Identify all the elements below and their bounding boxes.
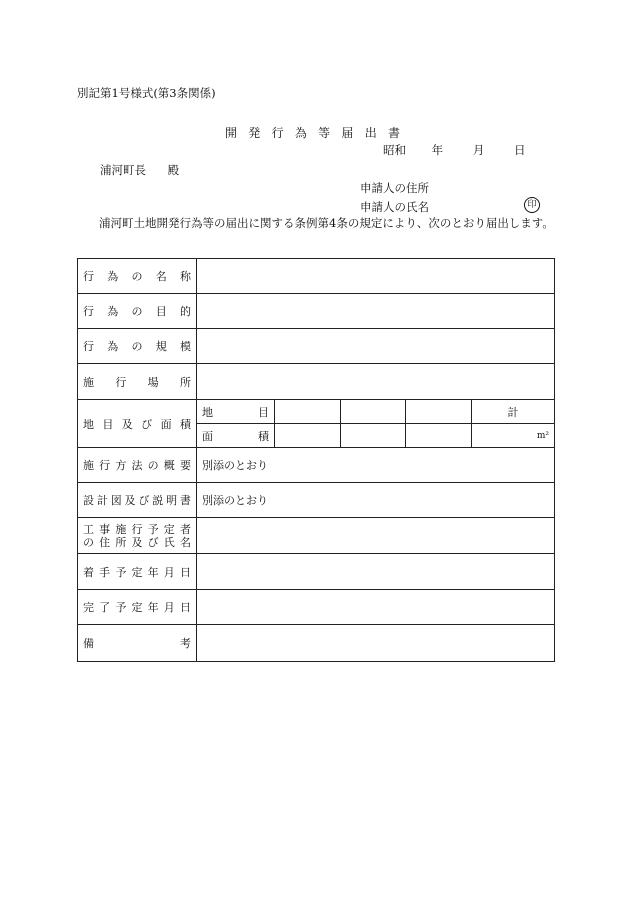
form-row <box>78 554 555 590</box>
menseki-cell-3[interactable] <box>406 424 472 448</box>
label-spread <box>83 523 191 536</box>
label-char: 施 <box>83 459 94 472</box>
chimoku-cell-1[interactable] <box>275 400 341 424</box>
label-spread <box>83 599 191 615</box>
label-char: 的 <box>180 305 191 318</box>
label-char: 為 <box>107 340 119 353</box>
label-char: 月 <box>163 601 175 614</box>
date-year-label: 年 <box>431 143 444 157</box>
date-month-label: 月 <box>472 143 485 157</box>
label-char: 地 <box>83 417 94 431</box>
label-char: の <box>131 305 143 318</box>
label-spread <box>83 268 191 284</box>
label-char: 施 <box>115 522 127 536</box>
label-char: 行 <box>99 459 111 472</box>
row-value[interactable] <box>197 329 555 364</box>
label-char: 計 <box>96 494 108 507</box>
label-char: 了 <box>99 601 111 614</box>
row-value[interactable] <box>197 554 555 590</box>
applicant-address-label: 申請人の住所 <box>360 181 429 195</box>
label-char: 事 <box>99 522 111 536</box>
row-label <box>78 400 197 448</box>
label-char: 積 <box>179 417 191 431</box>
label-char: 規 <box>155 340 167 353</box>
label-char: 定 <box>131 565 143 579</box>
form-row <box>78 259 555 294</box>
row-label <box>78 364 197 400</box>
label-char: 面 <box>202 429 213 443</box>
row-value[interactable] <box>197 625 555 662</box>
title-char: 為 <box>294 126 307 140</box>
form-row <box>78 294 555 329</box>
label-char: 方 <box>115 459 127 472</box>
total-label: 計 <box>472 400 555 424</box>
label-spread <box>83 492 191 508</box>
label-char: 考 <box>180 637 191 650</box>
title-char: 開 <box>225 126 238 140</box>
label-char: 完 <box>83 601 94 614</box>
label-spread <box>83 635 191 651</box>
row-value[interactable] <box>197 364 555 400</box>
label-char: の <box>131 270 143 283</box>
row-label <box>78 590 197 625</box>
form-row-land <box>78 400 555 448</box>
label-char: 所 <box>179 375 191 389</box>
label-spread <box>83 564 191 580</box>
label-char: 場 <box>147 375 159 389</box>
label-char: 法 <box>131 459 143 472</box>
body-paragraph: 浦河町土地開発行為等の届出に関する条例第4条の規定により、次のとおり届出します。 <box>99 216 554 230</box>
title-char: 出 <box>364 126 377 140</box>
label-spread <box>83 338 191 354</box>
label-char: の <box>83 535 94 549</box>
form-row <box>78 625 555 662</box>
label-char: 面 <box>160 417 172 431</box>
land-subtable-cell <box>197 400 555 448</box>
label-spread <box>83 416 191 432</box>
label-char: 月 <box>163 565 175 579</box>
label-char: 概 <box>163 459 175 472</box>
title-char: 書 <box>387 126 400 140</box>
label-char: 手 <box>99 565 111 579</box>
label-char: 備 <box>83 637 94 650</box>
label-char: 工 <box>83 522 94 536</box>
date-era: 昭和 <box>383 143 406 157</box>
label-char: 及 <box>121 417 133 431</box>
row-value[interactable] <box>197 294 555 329</box>
row-label <box>78 259 197 294</box>
label-char: 説 <box>152 494 164 507</box>
label-char: 称 <box>180 270 191 283</box>
row-label <box>78 294 197 329</box>
row-label <box>78 518 197 554</box>
label-char: 予 <box>115 565 127 579</box>
date-day-label: 日 <box>513 143 526 157</box>
label-char: 要 <box>179 459 191 472</box>
row-value[interactable] <box>197 518 555 554</box>
title-char: 届 <box>341 126 354 140</box>
land-subtable <box>197 400 554 447</box>
label-char: 目 <box>155 305 167 318</box>
label-char: 年 <box>147 601 159 614</box>
title-char: 発 <box>248 126 261 140</box>
label-char: 定 <box>131 601 143 614</box>
label-char: び <box>141 417 153 431</box>
menseki-cell-1[interactable] <box>275 424 341 448</box>
addressee-honorific: 殿 <box>167 163 180 177</box>
form-row <box>78 448 555 483</box>
label-spread <box>83 536 191 549</box>
label-spread <box>83 374 191 390</box>
label-char: 行 <box>83 305 94 318</box>
label-char: 施 <box>83 375 94 389</box>
label-char: 模 <box>180 340 191 353</box>
label-char: 着 <box>83 565 94 579</box>
label-char: 行 <box>83 340 94 353</box>
label-char: 図 <box>110 494 122 507</box>
label-char: 氏 <box>163 535 175 549</box>
addressee-name: 浦河町長 <box>100 163 146 177</box>
label-char: 日 <box>179 565 191 579</box>
label-char: 年 <box>147 565 159 579</box>
notification-form-table <box>77 258 555 662</box>
chimoku-label <box>202 404 269 420</box>
seal-mark: 印 <box>524 197 540 213</box>
form-row <box>78 590 555 625</box>
menseki-cell-2[interactable] <box>340 424 406 448</box>
chimoku-label-cell <box>197 400 275 424</box>
form-reference: 別記第1号様式(第3条関係) <box>77 86 216 100</box>
label-char: 予 <box>147 522 159 536</box>
row-value[interactable] <box>197 590 555 625</box>
label-char: 地 <box>202 405 213 419</box>
form-row <box>78 329 555 364</box>
label-char: 書 <box>179 494 191 507</box>
form-row <box>78 483 555 518</box>
label-char: 名 <box>155 270 167 283</box>
row-value[interactable]: 別添のとおり <box>197 448 555 483</box>
label-char: 設 <box>83 494 94 507</box>
label-char: 予 <box>115 601 127 614</box>
label-spread <box>83 303 191 319</box>
label-char: 積 <box>258 429 269 443</box>
addressee <box>100 162 179 178</box>
area-unit: m² <box>472 424 555 448</box>
row-label <box>78 625 197 662</box>
label-char: 行 <box>131 522 143 536</box>
row-label <box>78 483 197 518</box>
label-char: 者 <box>179 522 191 536</box>
row-label <box>78 448 197 483</box>
label-char: 行 <box>83 270 94 283</box>
label-char: 為 <box>107 270 119 283</box>
label-char: 及 <box>131 535 143 549</box>
form-title <box>225 124 400 141</box>
label-char: 定 <box>163 522 175 536</box>
menseki-label-cell <box>197 424 275 448</box>
applicant-name-label: 申請人の氏名 <box>360 200 429 214</box>
form-row <box>78 518 555 554</box>
row-value[interactable]: 別添のとおり <box>197 483 555 518</box>
title-char: 等 <box>318 126 331 140</box>
label-char: 名 <box>179 535 191 549</box>
menseki-label <box>202 428 269 444</box>
label-char: 行 <box>115 375 127 389</box>
label-spread <box>83 457 191 473</box>
row-value[interactable] <box>197 259 555 294</box>
label-char: び <box>147 535 159 549</box>
label-char: 目 <box>258 405 269 419</box>
label-char: 目 <box>102 417 114 431</box>
form-row <box>78 364 555 400</box>
label-char: 日 <box>179 601 191 614</box>
label-char: 明 <box>166 494 178 507</box>
label-char: の <box>131 340 143 353</box>
label-char: 住 <box>99 535 111 549</box>
label-char: 為 <box>107 305 119 318</box>
chimoku-cell-3[interactable] <box>406 400 472 424</box>
date-line <box>383 142 525 158</box>
row-label <box>78 329 197 364</box>
chimoku-cell-2[interactable] <box>340 400 406 424</box>
label-char: 所 <box>115 535 127 549</box>
label-char: の <box>147 459 159 472</box>
row-label <box>78 554 197 590</box>
title-char: 行 <box>271 126 284 140</box>
label-char: び <box>138 494 150 507</box>
label-char: 及 <box>124 494 136 507</box>
